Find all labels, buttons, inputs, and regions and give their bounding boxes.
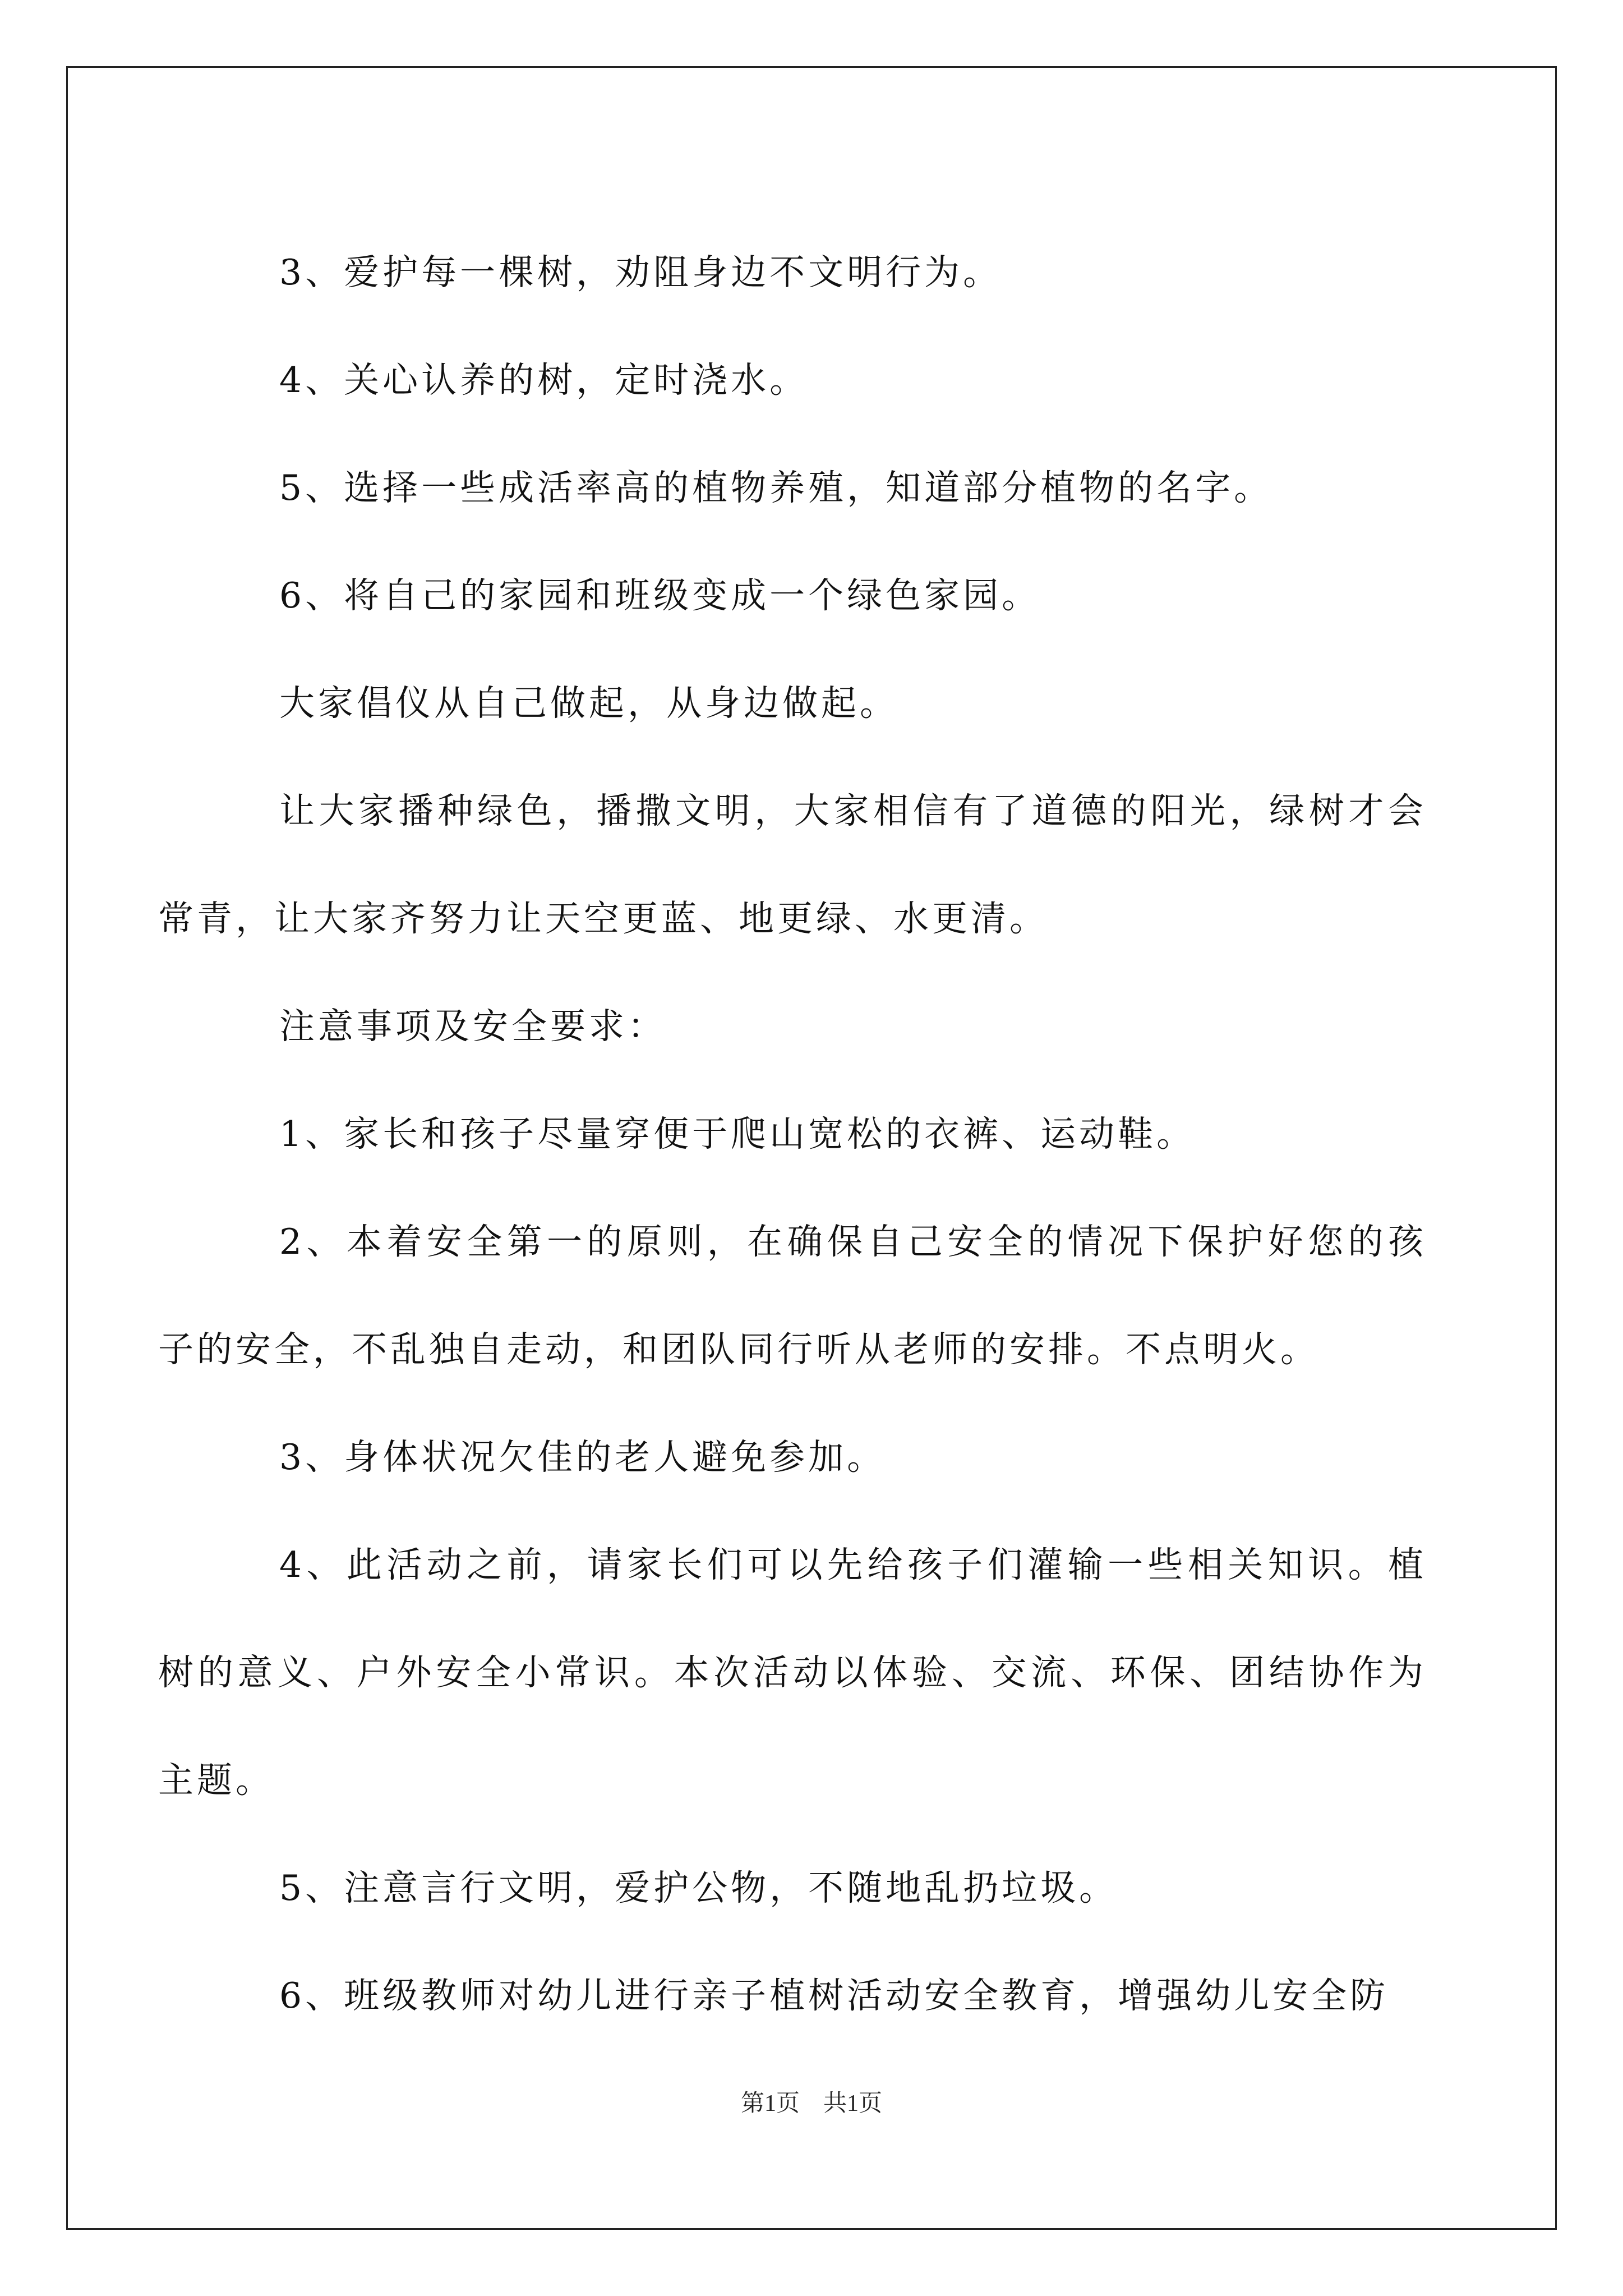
paragraph-item-6: 6、将自己的家园和班级变成一个绿色家园。 <box>279 575 1041 616</box>
safety-item-4: 4、此活动之前，请家长们可以先给孩子们灌输一些相关知识。植树的意义、户外安全小常识。本次活动以体验、交流、环保、团结协作为主题。 <box>158 1544 1427 1801</box>
paragraph-item-5: 5、选择一些成活率高的植物养殖，知道部分植物的名字。 <box>279 467 1273 508</box>
paragraph-green: 让大家播种绿色，播撒文明，大家相信有了道德的阳光，绿树才会常青，让大家齐努力让天空更蓝、地更绿、水更清。 <box>158 790 1427 939</box>
safety-item-1: 1、家长和孩子尽量穿便于爬山宽松的衣裤、运动鞋。 <box>279 1114 1196 1154</box>
paragraph-item-4: 4、关心认养的树，定时浇水。 <box>279 360 809 401</box>
paragraph-item-3: 3、爱护每一棵树，劝阻身边不文明行为。 <box>279 252 1002 293</box>
section-heading-safety: 注意事项及安全要求： <box>279 1006 666 1047</box>
safety-item-3: 3、身体状况欠佳的老人避免参加。 <box>279 1437 886 1478</box>
page-footer: 第1页 共1页 <box>740 2091 882 2116</box>
document-body <box>158 219 1427 2050</box>
safety-item-5: 5、注意言行文明，爱护公物，不随地乱扔垃圾。 <box>279 1867 1118 1908</box>
safety-item-6: 6、班级教师对幼儿进行亲子植树活动安全教育，增强幼儿安全防 <box>279 1975 1389 2016</box>
paragraph-initiative: 大家倡仪从自己做起，从身边做起。 <box>279 683 898 724</box>
safety-item-2: 2、本着安全第一的原则，在确保自己安全的情况下保护好您的孩子的安全，不乱独自走动，和团队同行听从老师的安排。不点明火。 <box>158 1221 1427 1370</box>
